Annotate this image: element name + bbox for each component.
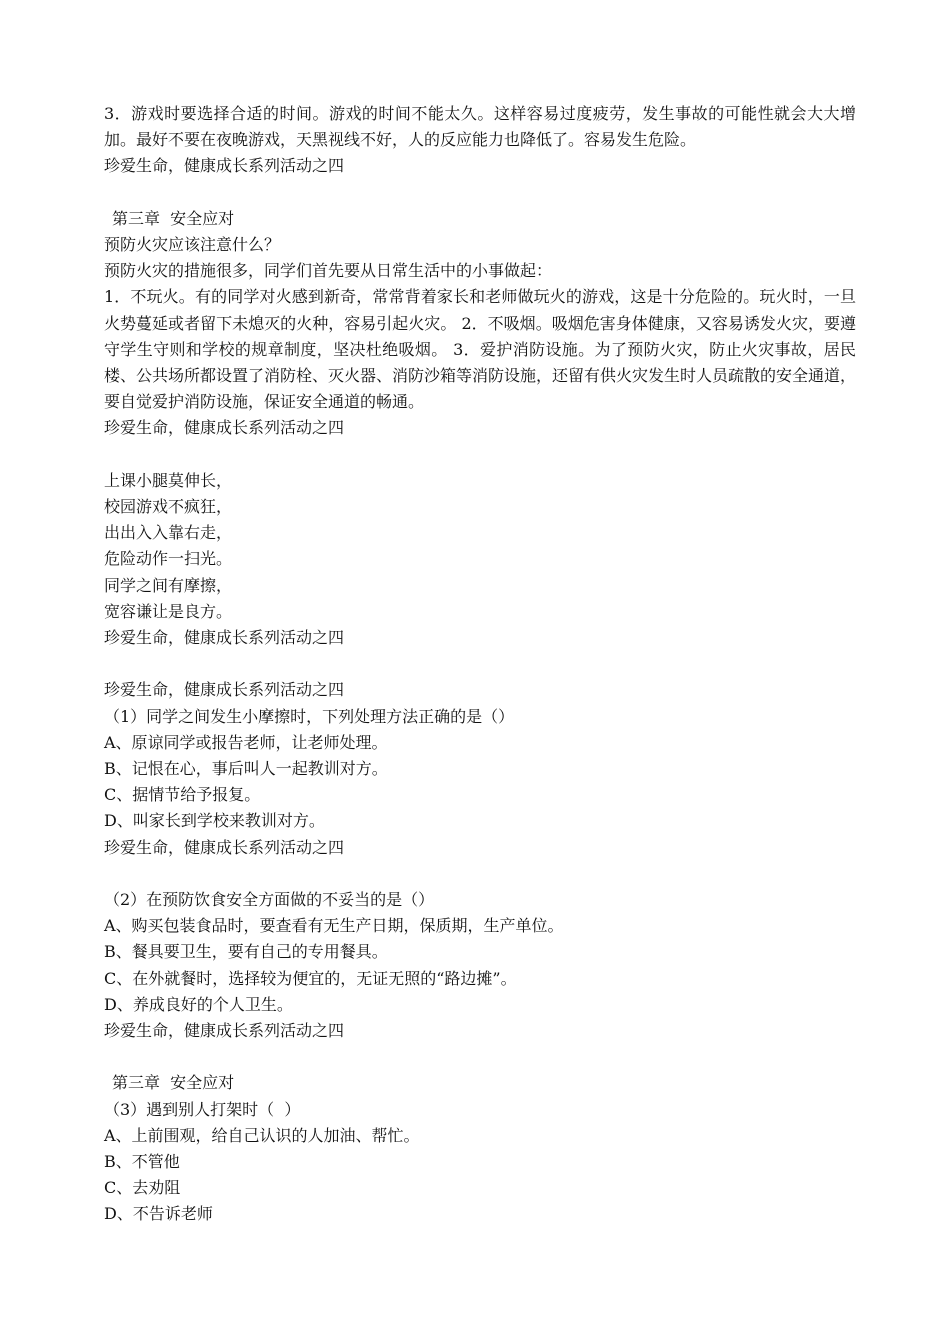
section-footer: 珍爱生命，健康成长系列活动之四 xyxy=(104,837,345,857)
quiz-option: D、不告诉老师 xyxy=(104,1204,213,1224)
intro-text: 预防火灾的措施很多，同学们首先要从日常生活中的小事做起： xyxy=(104,261,553,281)
quiz-option: C、去劝阻 xyxy=(104,1178,181,1198)
document-body xyxy=(104,101,856,1228)
poem-line: 校园游戏不疯狂， xyxy=(104,497,233,517)
quiz-option: A、原谅同学或报告老师，让老师处理。 xyxy=(104,732,388,752)
quiz-option: B、餐具要卫生，要有自己的专用餐具。 xyxy=(104,942,388,962)
quiz-option: C、据情节给予报复。 xyxy=(104,785,261,805)
quiz-option: A、上前围观，给自己认识的人加油、帮忙。 xyxy=(104,1125,420,1145)
spacer xyxy=(104,651,856,677)
quiz-option: D、养成良好的个人卫生。 xyxy=(104,994,293,1014)
poem-line: 危险动作一扫光。 xyxy=(104,549,233,569)
question-heading: 预防火灾应该注意什么？ xyxy=(104,235,281,254)
chapter-heading: 第三章 安全应对 xyxy=(112,208,235,228)
quiz-option: B、不管他 xyxy=(104,1152,180,1172)
spacer xyxy=(104,1044,856,1070)
section-footer: 珍爱生命，健康成长系列活动之四 xyxy=(104,1021,345,1041)
spacer xyxy=(104,180,856,206)
section-footer: 珍爱生命，健康成长系列活动之四 xyxy=(104,628,345,648)
quiz-option: B、记恨在心，事后叫人一起教训对方。 xyxy=(104,759,388,779)
poem-line: 上课小腿莫伸长， xyxy=(104,470,233,490)
section-header: 珍爱生命，健康成长系列活动之四 xyxy=(104,680,345,700)
quiz-option: A、购买包装食品时，要查看有无生产日期，保质期，生产单位。 xyxy=(104,916,564,936)
spacer xyxy=(104,442,856,468)
quiz-option: C、在外就餐时，选择较为便宜的，无证无照的“路边摊”。 xyxy=(104,968,517,988)
paragraph-game-time: 3．游戏时要选择合适的时间。游戏的时间不能太久。这样容易过度疲劳，发生事故的可能性就会大大增加。最好不要在夜晚游戏，天黑视线不好，人的反应能力也降低了。容易发生危险。 xyxy=(104,104,856,150)
chapter-heading: 第三章 安全应对 xyxy=(112,1073,235,1093)
quiz-question: （1）同学之间发生小摩擦时，下列处理方法正确的是（） xyxy=(104,706,515,726)
poem-line: 同学之间有摩擦， xyxy=(104,575,233,595)
paragraph-fire-prevention: 1．不玩火。有的同学对火感到新奇，常常背着家长和老师做玩火的游戏，这是十分危险的。玩火时，一旦火势蔓延或者留下未熄灭的火种，容易引起火灾。 2．不吸烟。吸烟危害身体健康，又容易诱发火灾，要遵守学生守则和学校的规章制度，坚决杜绝吸烟。 3．爱护消防设施。为了预防火灾，防止火灾事故，居民楼、公共场所都设置了消防栓、灭火器、消防沙箱等消防设施，还留有供火灾发生时人员疏散的安全通道，要自觉爱护消防设施，保证安全通道的畅通。 xyxy=(104,287,857,412)
poem-line: 宽容谦让是良方。 xyxy=(104,601,233,621)
poem-line: 出出入入靠右走， xyxy=(104,523,233,543)
section-footer: 珍爱生命，健康成长系列活动之四 xyxy=(104,418,345,438)
spacer xyxy=(104,861,856,887)
quiz-question: （3）遇到别人打架时（ ） xyxy=(104,1099,301,1119)
quiz-question: （2）在预防饮食安全方面做的不妥当的是（） xyxy=(104,890,435,910)
quiz-option: D、叫家长到学校来教训对方。 xyxy=(104,811,325,831)
section-footer: 珍爱生命，健康成长系列活动之四 xyxy=(104,156,345,176)
